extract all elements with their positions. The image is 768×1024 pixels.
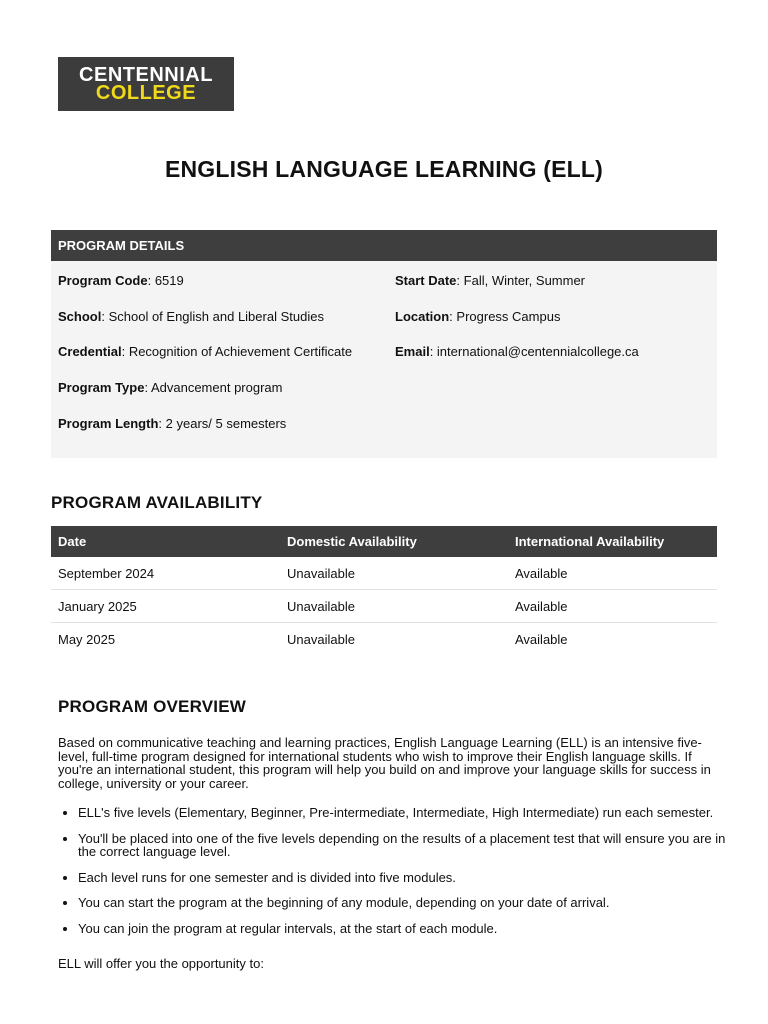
table-row — [51, 590, 717, 623]
logo-line-1: CENTENNIAL — [79, 64, 213, 86]
overview-closing: ELL will offer you the opportunity to: — [58, 956, 264, 971]
column-header-domestic: Domestic Availability — [287, 534, 417, 549]
email-label: Email — [395, 344, 430, 359]
credential-label: Credential — [58, 344, 122, 359]
centennial-college-logo — [58, 57, 234, 111]
table-row — [51, 557, 717, 590]
list-item: • You can start the program at the beginning of any module, depending on your date of arrival. — [78, 896, 738, 910]
list-item: • ELL's five levels (Elementary, Beginner, Pre-intermediate, Intermediate, High Intermediate) run each semester. — [78, 806, 738, 820]
location-label: Location — [395, 309, 450, 324]
availability-table-header — [51, 526, 717, 557]
program-details-panel — [51, 230, 717, 458]
location-value: Progress Campus — [456, 309, 561, 324]
overview-heading: PROGRAM OVERVIEW — [58, 697, 247, 716]
cell-date: January 2025 — [58, 598, 137, 614]
availability-table — [51, 526, 717, 655]
program-type-label: Program Type — [58, 380, 145, 395]
program-type-field: Program Type: Advancement program — [58, 380, 283, 395]
program-length-label: Program Length — [58, 416, 159, 431]
start-date-label: Start Date — [395, 273, 457, 288]
location-field: Location: Progress Campus — [395, 309, 561, 324]
overview-bullet-list — [58, 806, 738, 936]
start-date-field: Start Date: Fall, Winter, Summer — [395, 273, 586, 288]
list-item: • You'll be placed into one of the five levels depending on the results of a placement test that will ensure you are in the correct language level. — [78, 832, 738, 859]
cell-international: Available — [515, 631, 568, 647]
list-item: • Each level runs for one semester and is divided into five modules. — [78, 871, 738, 885]
cell-domestic: Unavailable — [287, 631, 355, 647]
program-type-value: Advancement program — [150, 380, 283, 395]
overview-intro: Based on communicative teaching and learning practices, English Language Learning (ELL) is an intensive five-level, full-time program designed for international students who wish to improve their English language skills. If you're an international student, this program will help you build on and improve your language skills for success in college, university or your career. — [58, 735, 711, 791]
cell-domestic: Unavailable — [287, 565, 355, 581]
table-row — [51, 623, 717, 655]
credential-field: Credential: Recognition of Achievement Certificate — [58, 344, 353, 359]
column-header-international: International Availability — [515, 534, 665, 549]
logo-line-2: COLLEGE — [95, 82, 197, 104]
column-header-date: Date — [58, 534, 87, 549]
school-value: School of English and Liberal Studies — [108, 309, 324, 324]
program-code-value: 6519 — [154, 273, 184, 288]
program-code-field: Program Code: 6519 — [58, 273, 184, 288]
email-field: Email: international@centennialcollege.ca — [395, 344, 639, 359]
cell-date: September 2024 — [58, 565, 155, 581]
availability-heading: PROGRAM AVAILABILITY — [51, 493, 263, 512]
school-label: School — [58, 309, 102, 324]
program-details-header: PROGRAM DETAILS — [51, 230, 717, 261]
program-code-label: Program Code — [58, 273, 148, 288]
page-title: ENGLISH LANGUAGE LEARNING (ELL) — [164, 156, 604, 182]
program-length-value: 2 years/ 5 semesters — [165, 416, 287, 431]
cell-international: Available — [515, 565, 568, 581]
school-field: School: School of English and Liberal Studies — [58, 309, 324, 324]
start-date-value: Fall, Winter, Summer — [463, 273, 586, 288]
email-link[interactable]: international@centennialcollege.ca — [436, 344, 639, 359]
program-length-field: Program Length: 2 years/ 5 semesters — [58, 416, 287, 431]
cell-international: Available — [515, 598, 568, 614]
credential-value: Recognition of Achievement Certificate — [128, 344, 353, 359]
cell-date: May 2025 — [58, 631, 116, 647]
cell-domestic: Unavailable — [287, 598, 355, 614]
list-item: • You can join the program at regular intervals, at the start of each module. — [78, 922, 738, 936]
